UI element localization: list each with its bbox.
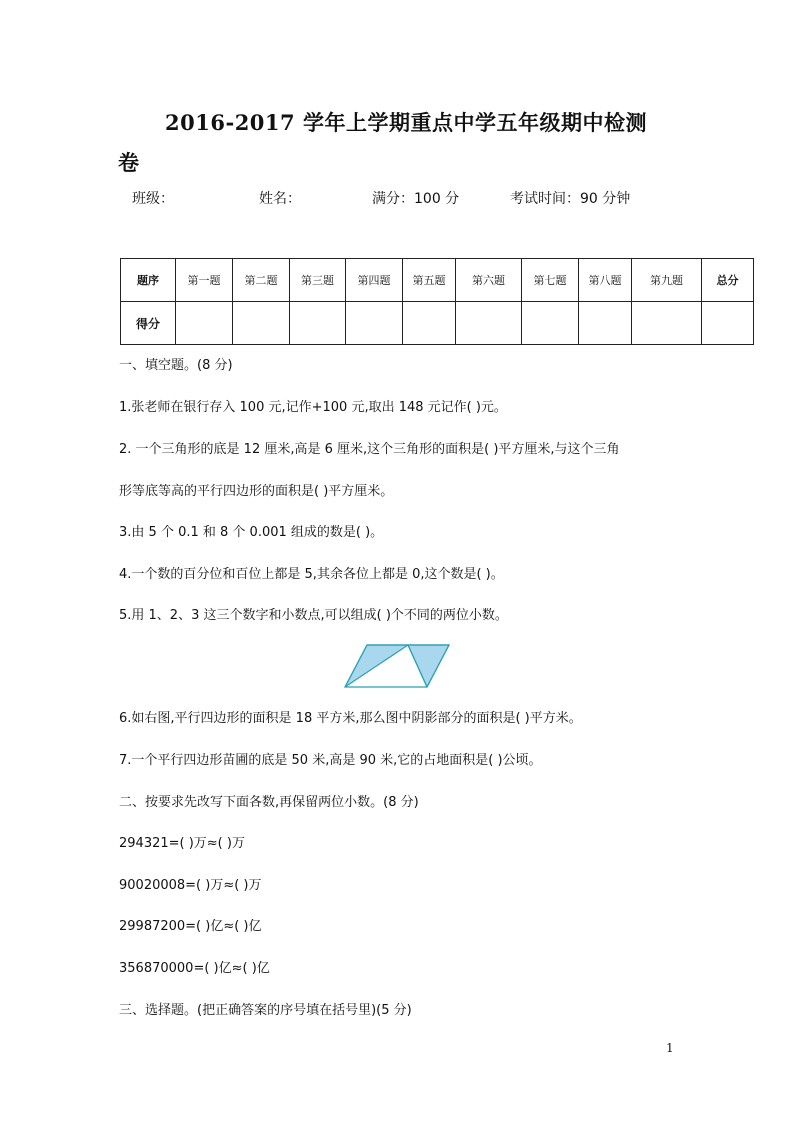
- score-header-cell: 第三题: [290, 259, 346, 302]
- score-header-cell: 总分: [702, 259, 754, 302]
- parallelogram-figure: [342, 642, 454, 690]
- page-title: [118, 103, 688, 183]
- question-2-line-1: 2. 一个三角形的底是 12 厘米,高是 6 厘米,这个三角形的面积是( )平方厘米,与这个三角: [119, 442, 620, 457]
- score-table-score-row: [121, 302, 754, 345]
- score-cell[interactable]: [176, 302, 233, 345]
- title-line-2: 卷: [118, 150, 140, 175]
- score-table-header-row: [121, 259, 754, 302]
- score-cell[interactable]: [346, 302, 403, 345]
- score-header-cell: 第七题: [522, 259, 579, 302]
- section-1-heading: 一、填空题。(8 分): [119, 358, 233, 373]
- question-6: 6.如右图,平行四边形的面积是 18 平方米,那么图中阴影部分的面积是( )平方米。: [119, 711, 582, 726]
- question-1: 1.张老师在银行存入 100 元,记作+100 元,取出 148 元记作( )元。: [119, 400, 507, 415]
- score-row-label: 得分: [121, 302, 176, 345]
- score-header-cell: 题序: [121, 259, 176, 302]
- question-2-line-2: 形等底等高的平行四边形的面积是( )平方厘米。: [119, 484, 394, 499]
- score-cell[interactable]: [290, 302, 346, 345]
- score-cell[interactable]: [579, 302, 632, 345]
- exam-time-label: 考试时间：90 分钟: [510, 191, 631, 207]
- score-cell[interactable]: [632, 302, 702, 345]
- score-cell[interactable]: [403, 302, 456, 345]
- shaded-triangle-right: [408, 645, 449, 687]
- score-header-cell: 第二题: [233, 259, 290, 302]
- rewrite-line-3: 29987200=( )亿≈( )亿: [119, 919, 262, 934]
- score-header-cell: 第一题: [176, 259, 233, 302]
- rewrite-line-4: 356870000=( )亿≈( )亿: [119, 961, 270, 976]
- score-header-cell: 第六题: [456, 259, 522, 302]
- question-3: 3.由 5 个 0.1 和 8 个 0.001 组成的数是( )。: [119, 525, 384, 540]
- score-cell[interactable]: [702, 302, 754, 345]
- score-header-cell: 第四题: [346, 259, 403, 302]
- section-3-heading: 三、选择题。(把正确答案的序号填在括号里)(5 分): [119, 1003, 412, 1018]
- section-2-heading: 二、按要求先改写下面各数,再保留两位小数。(8 分): [119, 795, 419, 810]
- class-label: 班级：: [132, 191, 174, 207]
- page-number: 1: [666, 1041, 674, 1055]
- question-7: 7.一个平行四边形苗圃的底是 50 米,高是 90 米,它的占地面积是( )公顷。: [119, 753, 542, 768]
- title-line-1: 2016-2017 学年上学期重点中学五年级期中检测: [165, 110, 647, 135]
- rewrite-line-2: 90020008=( )万≈( )万: [119, 878, 262, 893]
- shaded-triangle-left: [345, 645, 408, 687]
- score-table: [120, 258, 754, 345]
- score-header-cell: 第九题: [632, 259, 702, 302]
- name-label: 姓名：: [259, 191, 301, 207]
- question-4: 4.一个数的百分位和百位上都是 5,其余各位上都是 0,这个数是( )。: [119, 567, 504, 582]
- rewrite-line-1: 294321=( )万≈( )万: [119, 836, 245, 851]
- score-cell[interactable]: [233, 302, 290, 345]
- score-header-cell: 第八题: [579, 259, 632, 302]
- score-cell[interactable]: [522, 302, 579, 345]
- score-cell[interactable]: [456, 302, 522, 345]
- score-header-cell: 第五题: [403, 259, 456, 302]
- question-5: 5.用 1、2、3 这三个数字和小数点,可以组成( )个不同的两位小数。: [119, 608, 508, 623]
- full-score-label: 满分：100 分: [372, 191, 460, 207]
